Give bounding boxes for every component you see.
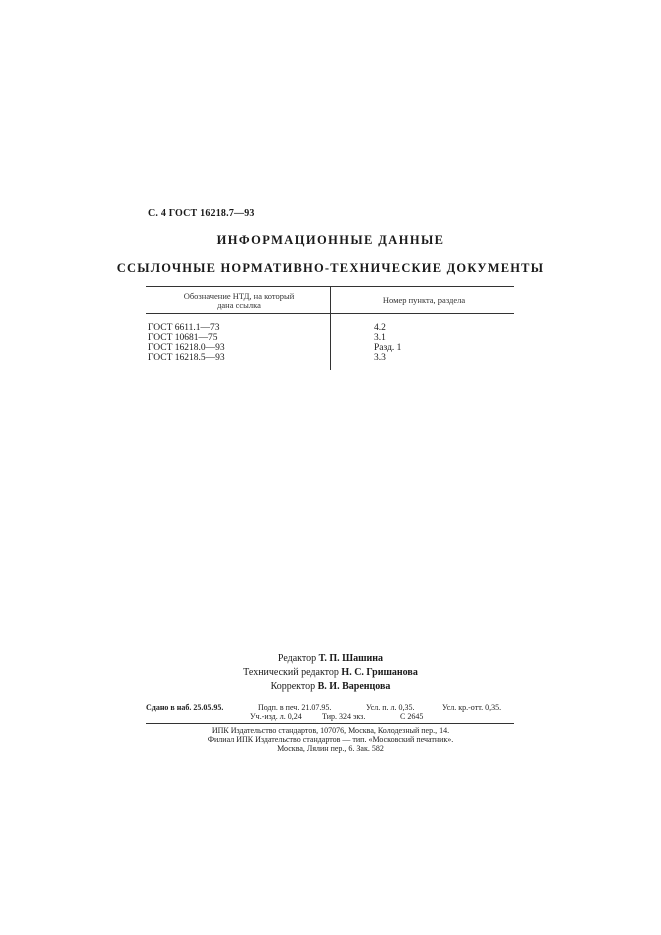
table-column-divider [330,286,331,370]
credit-editor-name: Т. П. Шашина [318,653,384,664]
imprint-usl-kr: Усл. кр.-отт. 0,35. [442,703,502,712]
credit-editor-label: Редактор [277,653,317,664]
table-header-document-line1: Обозначение НТД, на который [183,291,295,301]
table-row [148,343,225,354]
publisher-line: Филиал ИПК Издательство стандартов — тип. «Московский печатник». [207,735,454,744]
credit-tech-editor-label: Технический редактор [243,667,339,678]
table-row [148,333,218,344]
section-title: ИНФОРМАЦИОННЫЕ ДАННЫЕ [216,233,445,247]
table-cell-document: ГОСТ 16218.5—93 [148,353,225,363]
imprint-uch-izd: Уч.-изд. л. 0,24 [250,712,302,721]
table-cell-clause: 4.2 [374,323,386,333]
table-header-document [152,292,326,310]
credit-corrector [0,681,661,692]
imprint-sent: Сдано в наб. 25.05.95. [146,703,224,712]
imprint-order: С 2645 [400,712,424,721]
publisher-line: ИПК Издательство стандартов, 107076, Москва, Колодезный пер., 14. [211,726,450,735]
table-cell-document: ГОСТ 16218.0—93 [148,343,225,353]
table-header-document-line2: дана ссылка [217,300,261,310]
imprint-signed: Подп. в печ. 21.07.95. [258,703,332,712]
imprint-usl-pl: Усл. п. л. 0,35. [366,703,415,712]
table-cell-clause: 3.1 [374,333,386,343]
table-row [148,353,225,364]
table-header-clause: Номер пункта, раздела [382,295,466,305]
table-row [148,323,220,334]
table-cell-document: ГОСТ 10681—75 [148,333,218,343]
publisher-line: Москва, Лялин пер., 6. Зак. 582 [277,744,384,753]
credit-editor [0,653,661,664]
credit-tech-editor [0,667,661,678]
imprint-rule [146,723,514,724]
section-subtitle: ССЫЛОЧНЫЕ НОРМАТИВНО-ТЕХНИЧЕСКИЕ ДОКУМЕНТЫ [116,261,545,275]
table-cell-document: ГОСТ 6611.1—73 [148,323,220,333]
table-header-rule [146,313,514,314]
imprint-tirazh: Тир. 324 экз. [322,712,366,721]
table-cell-clause: 3.3 [374,353,386,363]
credit-corrector-label: Корректор [270,681,316,692]
table-cell-clause: Разд. 1 [374,343,402,353]
credit-corrector-name: В. И. Варенцова [317,681,391,692]
credit-tech-editor-name: Н. С. Гришанова [341,667,418,678]
page-header: С. 4 ГОСТ 16218.7—93 [148,208,255,219]
